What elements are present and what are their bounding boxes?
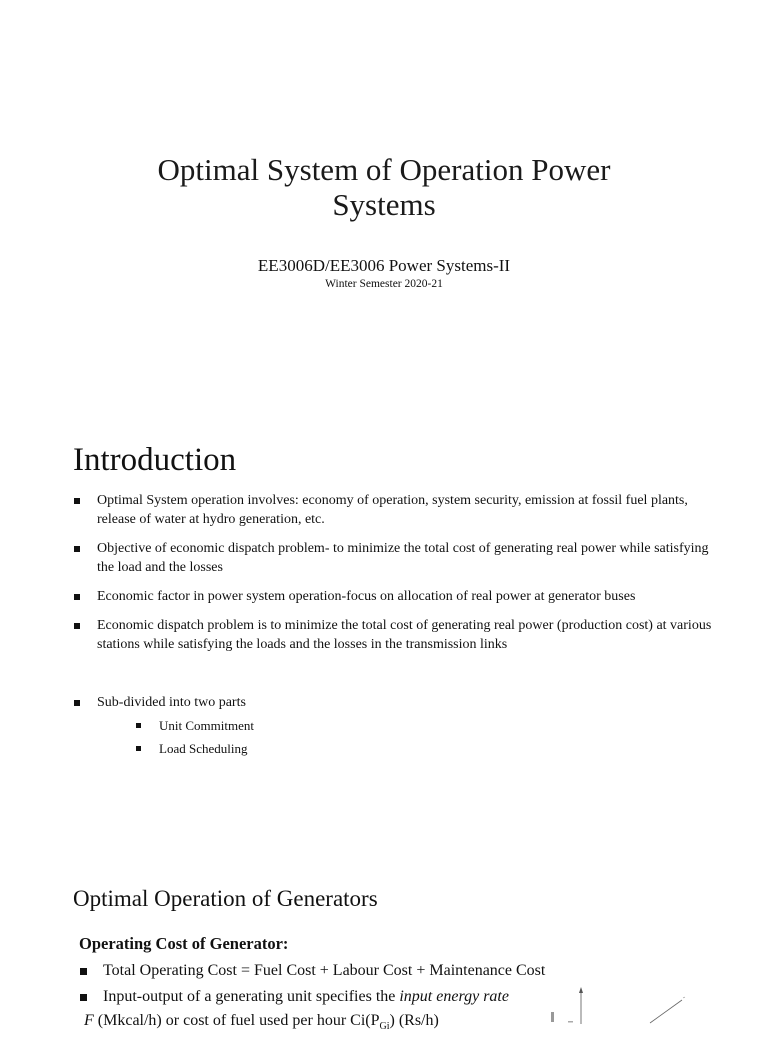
square-bullet-icon: [80, 968, 87, 975]
fuel-cost-text: (Mkcal/h) or cost of fuel used per hour Ci(P: [93, 1012, 380, 1029]
list-item: [136, 717, 254, 735]
bullet-text: Economic factor in power system operation-focus on allocation of real power at generator buses: [97, 589, 636, 604]
list-item: [136, 740, 254, 758]
square-bullet-icon: [74, 498, 80, 504]
sub-item-list: [136, 717, 254, 758]
bullet-text: Objective of economic dispatch problem- to minimize the total cost of generating real power while satisfying the load and the losses: [97, 541, 709, 575]
list-item: [79, 986, 619, 1008]
curve-dash: [683, 997, 685, 998]
generators-heading: Optimal Operation of Generators: [73, 886, 378, 911]
generator-subscript: Gi: [379, 1021, 390, 1033]
title-line-2: Systems: [332, 187, 436, 222]
axis-label-mark: [551, 1012, 554, 1022]
bullet-text: Optimal System operation involves: economy of operation, system security, emission at fossil fuel plants, release of water at hydro generation, etc.: [97, 493, 688, 527]
list-item: [73, 587, 723, 606]
square-bullet-icon: [74, 594, 80, 600]
input-output-text: Input-output of a generating unit specifies the: [103, 988, 400, 1005]
total-cost-text: Total Operating Cost = Fuel Cost + Labour Cost + Maintenance Cost: [103, 962, 546, 979]
y-axis-arrow-icon: [579, 987, 583, 993]
introduction-bullet-list: [73, 491, 723, 664]
square-bullet-icon: [80, 994, 87, 1001]
energy-symbol: F: [84, 1012, 94, 1029]
square-bullet-icon: [136, 723, 141, 728]
subdivision-block: [73, 693, 254, 763]
fuel-cost-unit: ) (Rs/h): [389, 1012, 439, 1029]
title-line-1: Optimal System of Operation Power: [157, 152, 611, 187]
square-bullet-icon: [136, 746, 141, 751]
subdivided-text: Sub-divided into two parts: [97, 695, 246, 710]
fuel-cost-line: [84, 1010, 439, 1038]
sub-item-text: Unit Commitment: [159, 718, 254, 733]
input-output-curve-figure: [545, 985, 715, 1024]
square-bullet-icon: [74, 700, 80, 706]
subdivided-item: [73, 693, 254, 712]
operating-cost-list: [79, 960, 619, 1012]
input-energy-rate-text: input energy rate: [399, 988, 509, 1005]
square-bullet-icon: [74, 623, 80, 629]
semester-label: Winter Semester 2020-21: [325, 278, 443, 290]
list-item: [73, 491, 723, 529]
list-item: [73, 616, 723, 654]
presentation-title: [0, 152, 768, 222]
list-item: [73, 539, 723, 577]
introduction-heading: Introduction: [73, 442, 237, 478]
list-item: [79, 960, 619, 982]
bullet-text: Economic dispatch problem is to minimize the total cost of generating real power (production cost) at various stations while satisfying the loads and the losses in the transmission links: [97, 618, 712, 652]
axis-tick-mark: [568, 1021, 573, 1023]
square-bullet-icon: [74, 546, 80, 552]
curve-segment: [650, 1000, 682, 1023]
sub-item-text: Load Scheduling: [159, 741, 248, 756]
operating-cost-subheading: Operating Cost of Generator:: [79, 934, 289, 953]
course-code: EE3006D/EE3006 Power Systems-II: [257, 256, 511, 275]
